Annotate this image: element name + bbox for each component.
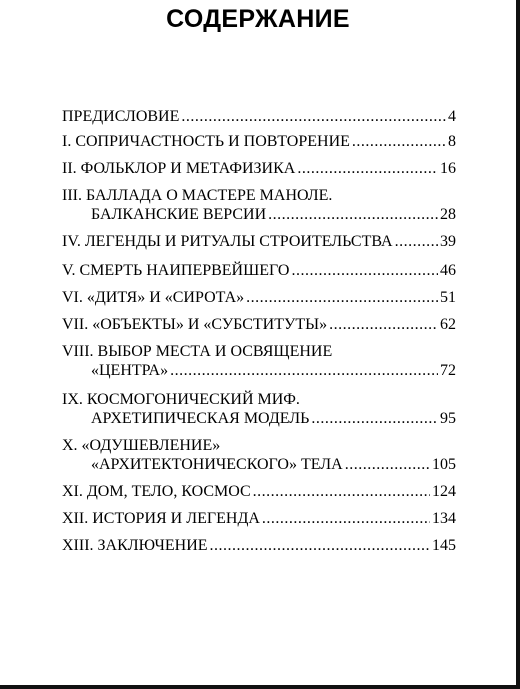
page-title: СОДЕРЖАНИЕ xyxy=(166,5,350,33)
toc-entry-line xyxy=(62,436,456,455)
toc-entry-line xyxy=(62,186,456,205)
toc-entry[interactable] xyxy=(62,159,456,178)
toc-entry[interactable] xyxy=(62,186,456,224)
toc-entry-line xyxy=(62,107,456,126)
toc-page-number: 124 xyxy=(432,483,456,500)
dot-leader xyxy=(210,536,430,555)
toc-page-number: 8 xyxy=(448,133,456,150)
toc-entry-title: ПРЕДИСЛОВИЕ xyxy=(62,108,180,125)
dot-leader xyxy=(246,288,438,307)
toc-entry-title: «ЦЕНТРА» xyxy=(91,362,169,379)
toc-entry-title: XII. ИСТОРИЯ И ЛЕГЕНДА xyxy=(62,510,260,527)
toc-entry[interactable] xyxy=(62,315,456,334)
toc-entry-line xyxy=(62,232,456,251)
toc-entry-line xyxy=(62,261,456,280)
toc-entry-title: IV. ЛЕГЕНДЫ И РИТУАЛЫ СТРОИТЕЛЬСТВА xyxy=(62,233,393,250)
dot-leader xyxy=(253,482,430,501)
toc-entry-title: IX. КОСМОГОНИЧЕСКИЙ МИФ. xyxy=(62,391,300,408)
toc-entry[interactable] xyxy=(62,107,456,126)
toc-entry-title: «АРХИТЕКТОНИЧЕСКОГО» ТЕЛА xyxy=(91,456,343,473)
toc-entry[interactable] xyxy=(62,132,456,151)
toc-entry-title: X. «ОДУШЕВЛЕНИЕ» xyxy=(62,437,221,454)
toc-entry[interactable] xyxy=(62,390,456,428)
toc-page-number: 39 xyxy=(440,233,456,250)
toc-entry[interactable] xyxy=(62,261,456,280)
dot-leader xyxy=(297,159,438,178)
toc-page-number: 95 xyxy=(440,410,456,427)
toc-entry[interactable] xyxy=(62,232,456,251)
toc-entry-title: XIII. ЗАКЛЮЧЕНИЕ xyxy=(62,537,208,554)
dot-leader xyxy=(352,132,446,151)
toc-entry[interactable] xyxy=(62,509,456,528)
toc-entry-line xyxy=(62,342,456,361)
dot-leader xyxy=(329,315,438,334)
toc-entry-title: БАЛКАНСКИЕ ВЕРСИИ xyxy=(91,206,267,223)
toc-page-number: 4 xyxy=(448,108,456,125)
dot-leader xyxy=(311,409,438,428)
dot-leader xyxy=(262,509,430,528)
toc-page-number: 105 xyxy=(432,456,456,473)
toc-page-number: 145 xyxy=(432,537,456,554)
toc-entry[interactable] xyxy=(62,342,456,380)
dot-leader xyxy=(170,361,438,380)
toc-entry-title: VI. «ДИТЯ» И «СИРОТА» xyxy=(62,289,245,306)
toc-entry-title: VIII. ВЫБОР МЕСТА И ОСВЯЩЕНИЕ xyxy=(62,343,333,360)
toc-entry-title: АРХЕТИПИЧЕСКАЯ МОДЕЛЬ xyxy=(91,410,310,427)
dot-leader xyxy=(395,232,438,251)
toc-entry-line xyxy=(62,409,456,428)
toc-entry-line xyxy=(62,509,456,528)
toc-entry-line xyxy=(62,288,456,307)
table-of-contents xyxy=(62,99,456,555)
toc-entry[interactable] xyxy=(62,436,456,474)
toc-page-number: 28 xyxy=(440,206,456,223)
toc-entry[interactable] xyxy=(62,288,456,307)
toc-page-number: 134 xyxy=(432,510,456,527)
dot-leader xyxy=(345,455,430,474)
toc-entry-line xyxy=(62,482,456,501)
toc-entry-title: I. СОПРИЧАСТНОСТЬ И ПОВТОРЕНИЕ xyxy=(62,133,350,150)
page-edge-bottom xyxy=(0,685,520,689)
toc-entry-title: VII. «ОБЪЕКТЫ» И «СУБСТИТУТЫ» xyxy=(62,316,328,333)
toc-entry[interactable] xyxy=(62,536,456,555)
toc-entry-line xyxy=(62,315,456,334)
toc-entry-line xyxy=(62,455,456,474)
toc-entry-title: III. БАЛЛАДА О МАСТЕРЕ МАНОЛЕ. xyxy=(62,187,333,204)
toc-page-number: 51 xyxy=(440,289,456,306)
dot-leader xyxy=(181,107,446,126)
dot-leader xyxy=(291,261,438,280)
toc-entry[interactable] xyxy=(62,482,456,501)
toc-entry-line xyxy=(62,390,456,409)
toc-entry-title: II. ФОЛЬКЛОР И МЕТАФИЗИКА xyxy=(62,160,296,177)
toc-page-number: 62 xyxy=(440,316,456,333)
toc-entry-line xyxy=(62,536,456,555)
page-edge-right xyxy=(516,0,520,689)
toc-page-number: 72 xyxy=(440,362,456,379)
toc-entry-line xyxy=(62,205,456,224)
toc-entry-title: V. СМЕРТЬ НАИПЕРВЕЙШЕГО xyxy=(62,262,290,279)
dot-leader xyxy=(268,205,438,224)
toc-page-number: 46 xyxy=(440,262,456,279)
toc-page-number: 16 xyxy=(440,160,456,177)
toc-entry-line xyxy=(62,159,456,178)
toc-entry-title: XI. ДОМ, ТЕЛО, КОСМОС xyxy=(62,483,251,500)
toc-entry-line xyxy=(62,361,456,380)
toc-entry-line xyxy=(62,132,456,151)
